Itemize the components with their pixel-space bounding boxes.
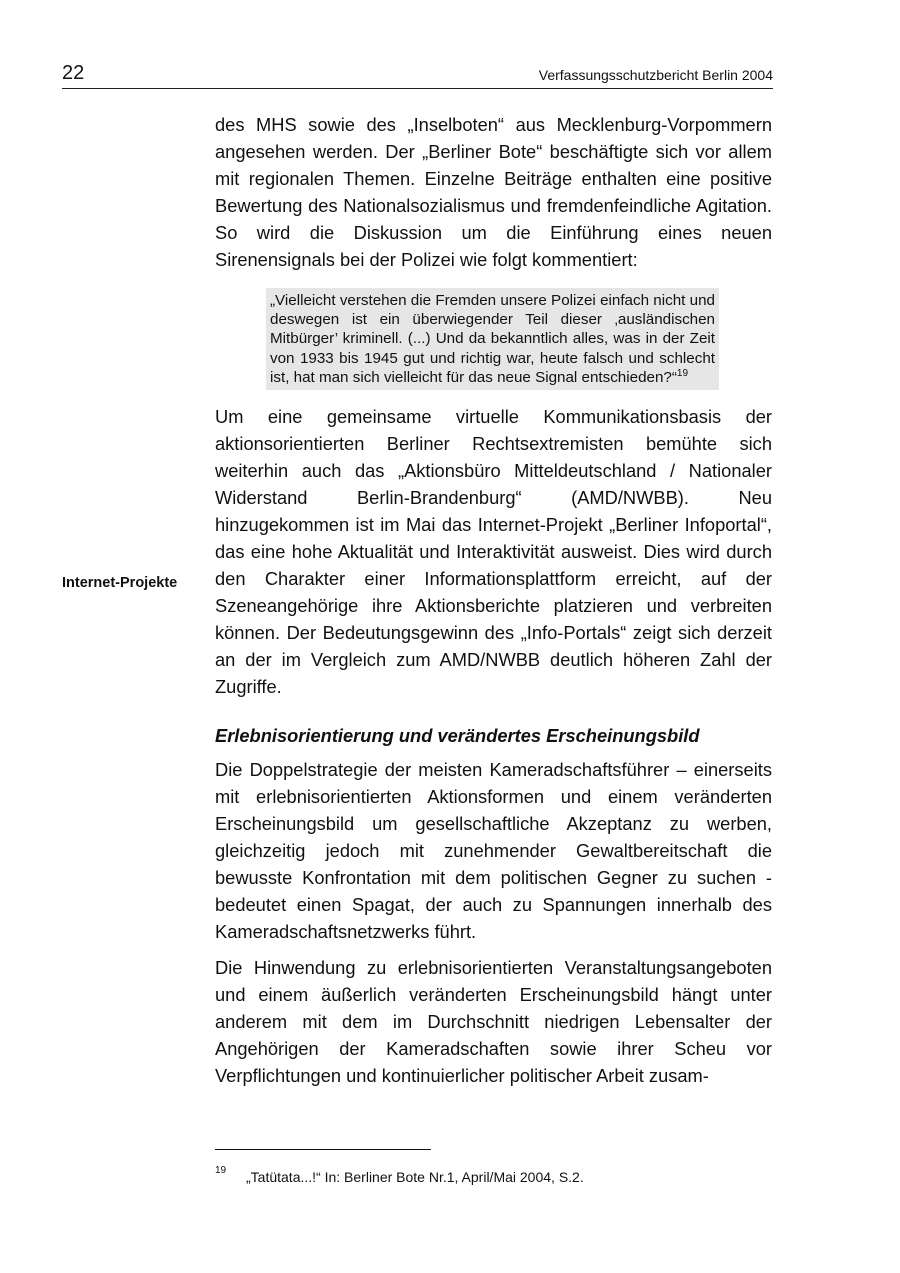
main-text (215, 111, 772, 1089)
footnote-text: „Tatütata...!“ In: Berliner Bote Nr.1, April/Mai 2004, S.2. (246, 1169, 584, 1185)
running-title: Verfassungsschutzbericht Berlin 2004 (538, 67, 773, 83)
margin-note: Internet-Projekte (62, 575, 178, 591)
footnote-number: 19 (215, 1165, 227, 1176)
section-heading: Erlebnisorientierung und verändertes Erscheinungsbild (215, 725, 700, 747)
paragraph: Die Hinwendung zu erlebnisorientierten Veranstaltungsangeboten und einem äußerlich veränderten Erscheinungsbild hängt unter anderem mit dem im Durchschnitt niedrigen Lebensalter der Angehörigen der Kameradschaften sowie ihrer Scheu vor Verpflichtungen und kontinuierlicher politischer Arbeit zusam- (215, 957, 772, 1087)
footnote-reference: 19 (676, 367, 689, 379)
page-header (62, 62, 773, 89)
block-quote (266, 288, 719, 390)
quote-body: „Vielleicht verstehen die Fremden unsere Polizei einfach nicht und deswegen ist ein überwiegender Teil dieser ‚ausländischen Mitbürger’ kriminell. (...) Und da bekanntlich alles, was in der Zeit von 1933 bis 1945 gut und richtig war, heute falsch und schlecht ist, hat man sich vielleicht für das neue Signal entschieden?“ (270, 292, 715, 386)
footnote-separator (215, 1149, 431, 1150)
quote-text (270, 291, 715, 387)
paragraph: Um eine gemeinsame virtuelle Kommunikationsbasis der aktionsorientierten Berliner Rechtsextremisten bemühte sich weiterhin auch das „Aktionsbüro Mitteldeutschland / Nationaler Widerstand Berlin-Brandenburg“ (AMD/NWBB). Neu hinzugekommen ist im Mai das Internet-Projekt „Berliner Infoportal“, das eine hohe Aktualität und Interaktivität ausweist. Dies wird durch den Charakter einer Informationsplattform erreicht, auf der Szeneangehörige ihre Aktionsberichte platzieren und verbreiten können. Der Bedeutungsgewinn des „Info-Portals“ zeigt sich derzeit an der im Vergleich zum AMD/NWBB deutlich höheren Zahl der Zugriffe. (215, 406, 772, 698)
paragraph: des MHS sowie des „Inselboten“ aus Mecklenburg-Vorpommern angesehen werden. Der „Berliner Bote“ beschäftigte sich vor allem mit regionalen Themen. Einzelne Beiträge enthalten eine positive Bewertung des Nationalsozialismus und fremdenfeindliche Agitation. So wird die Diskussion um die Einführung eines neuen Sirenensignals bei der Polizei wie folgt kommentiert: (215, 114, 772, 270)
page-number: 22 (62, 62, 85, 84)
paragraph: Die Doppelstrategie der meisten Kameradschaftsführer – einerseits mit erlebnisorientierten Aktionsformen und einem veränderten Erscheinungsbild um gesellschaftliche Akzeptanz zu werben, gleichzeitig jedoch mit zunehmender Gewaltbereitschaft die bewusste Konfrontation mit dem politischen Gegner zu suchen - bedeutet einen Spagat, der auch zu Spannungen innerhalb des Kameradschaftsnetzwerks führt. (215, 759, 772, 943)
